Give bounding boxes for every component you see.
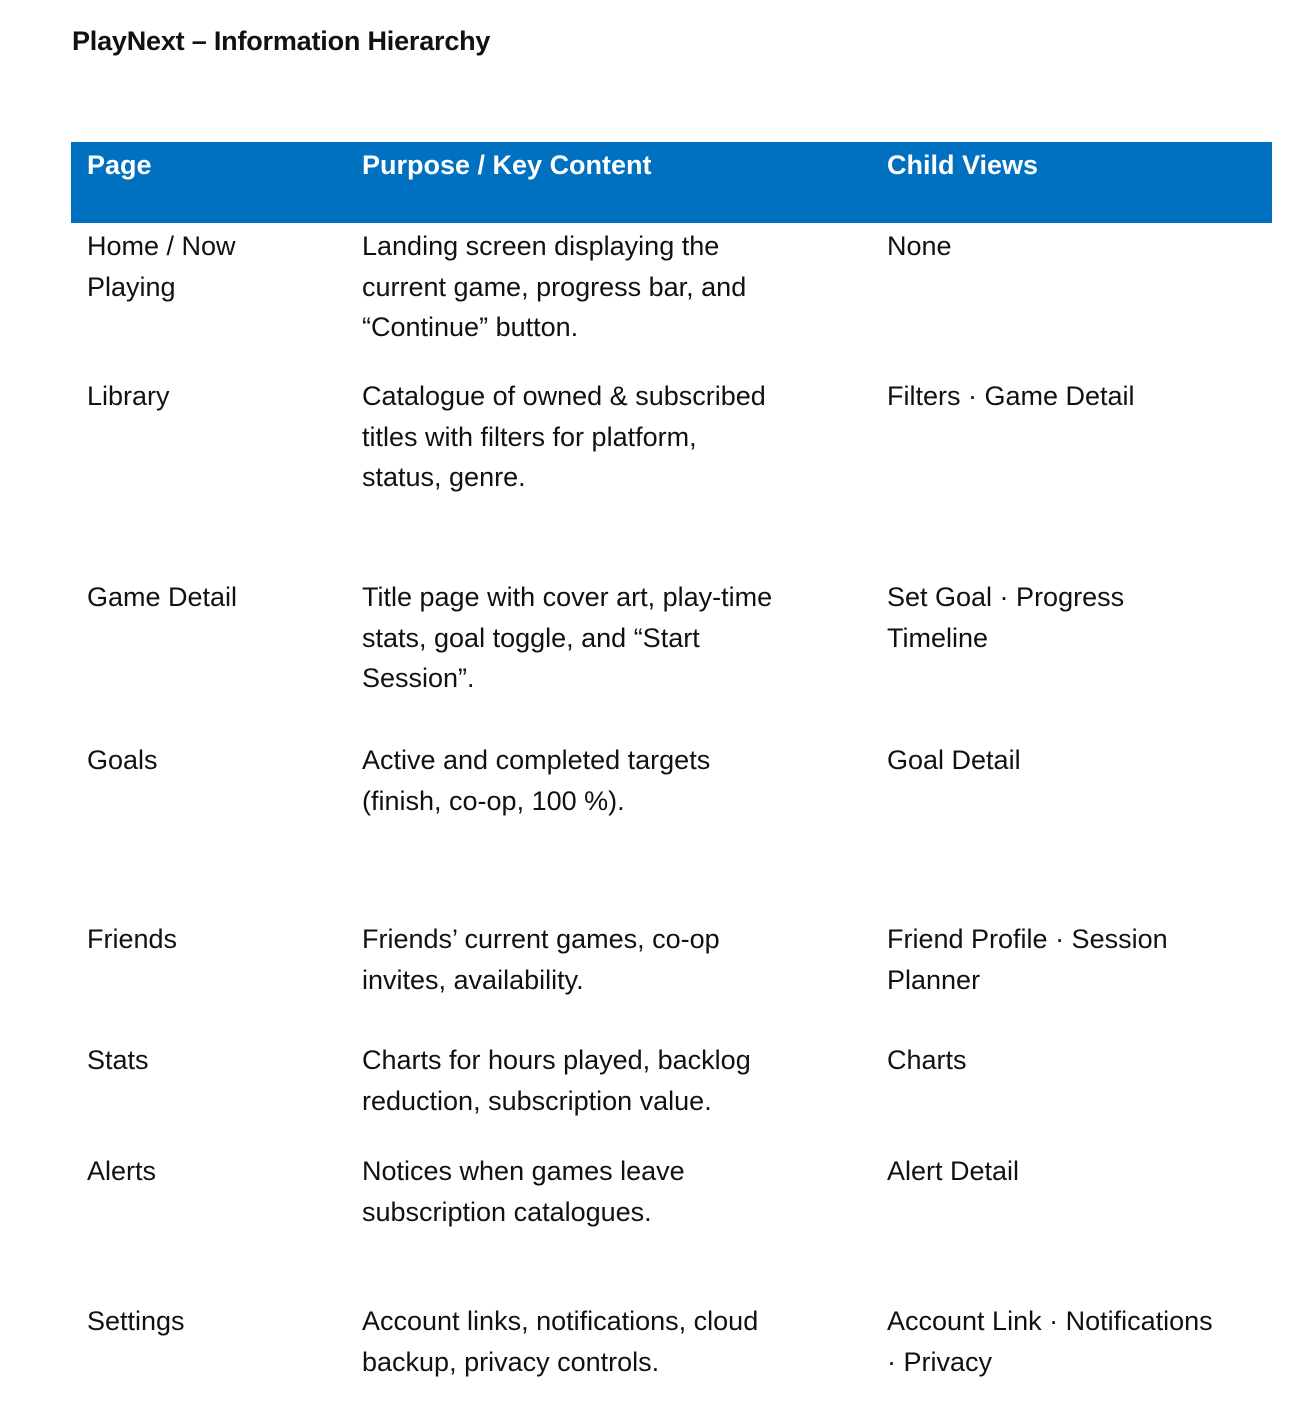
cell-page-line: Library (87, 381, 170, 411)
cell-purpose (362, 577, 852, 699)
cell-purpose (362, 919, 852, 1000)
cell-purpose-line: Landing screen displaying the (362, 231, 720, 261)
cell-purpose-line: Account links, notifications, cloud (362, 1306, 759, 1336)
cell-purpose-line: Title page with cover art, play-time (362, 582, 773, 612)
cell-purpose-line: Friends’ current games, co-op (362, 924, 720, 954)
cell-purpose (362, 740, 852, 821)
cell-page-line: Playing (87, 271, 176, 302)
cell-child-views (887, 577, 1272, 658)
cell-child-views-line: Timeline (887, 622, 989, 653)
cell-child-views (887, 1301, 1272, 1382)
cell-purpose-line: (finish, co-op, 100 %). (362, 785, 625, 816)
cell-page-line: Stats (87, 1045, 149, 1075)
cell-purpose-line: status, genre. (362, 462, 526, 493)
cell-page (87, 740, 342, 781)
cell-child-views-line: None (887, 231, 952, 261)
cell-page (87, 1151, 342, 1192)
cell-page (87, 1040, 342, 1081)
cell-child-views-line: Friend Profile · Session (887, 924, 1168, 954)
cell-child-views-line: Alert Detail (887, 1156, 1020, 1186)
cell-child-views (887, 919, 1272, 1000)
cell-page (87, 226, 342, 307)
cell-child-views (887, 740, 1272, 781)
cell-child-views-line: Account Link · Notifications (887, 1306, 1213, 1336)
cell-child-views-line: Charts (887, 1045, 967, 1075)
cell-purpose-line: backup, privacy controls. (362, 1346, 660, 1377)
cell-child-views (887, 1151, 1272, 1192)
cell-page (87, 577, 342, 618)
cell-purpose-line: Notices when games leave (362, 1156, 685, 1186)
cell-child-views-line: Set Goal · Progress (887, 582, 1125, 612)
cell-child-views-line: · Privacy (887, 1346, 993, 1377)
cell-child-views-line: Planner (887, 964, 981, 995)
hierarchy-table (71, 142, 1272, 1377)
cell-child-views-line: Filters · Game Detail (887, 381, 1135, 411)
cell-page-line: Friends (87, 924, 178, 954)
cell-purpose (362, 376, 852, 498)
cell-page (87, 1301, 342, 1342)
cell-purpose-line: “Continue” button. (362, 312, 579, 343)
cell-page-line: Alerts (87, 1156, 157, 1186)
cell-page-line: Home / Now (87, 231, 236, 261)
cell-purpose (362, 1040, 852, 1121)
cell-purpose (362, 226, 852, 348)
cell-purpose-line: reduction, subscription value. (362, 1085, 712, 1116)
cell-purpose-line: subscription catalogues. (362, 1196, 652, 1227)
cell-purpose-line: stats, goal toggle, and “Start (362, 622, 700, 653)
header-child-views: Child Views (887, 150, 1039, 180)
cell-purpose-line: current game, progress bar, and (362, 271, 747, 302)
header-purpose: Purpose / Key Content (362, 150, 652, 180)
cell-page (87, 376, 342, 417)
cell-page-line: Goals (87, 745, 158, 775)
cell-purpose-line: titles with filters for platform, (362, 421, 697, 452)
document-title: PlayNext – Information Hierarchy (72, 26, 491, 56)
cell-purpose-line: invites, availability. (362, 964, 584, 995)
cell-child-views-line: Goal Detail (887, 745, 1021, 775)
cell-purpose (362, 1151, 852, 1232)
cell-purpose-line: Charts for hours played, backlog (362, 1045, 751, 1075)
cell-page-line: Settings (87, 1306, 185, 1336)
cell-purpose (362, 1301, 852, 1382)
cell-child-views (887, 376, 1272, 417)
cell-child-views (887, 1040, 1272, 1081)
cell-page-line: Game Detail (87, 582, 238, 612)
cell-purpose-line: Catalogue of owned & subscribed (362, 381, 766, 411)
cell-purpose-line: Active and completed targets (362, 745, 711, 775)
cell-purpose-line: Session”. (362, 663, 475, 694)
cell-child-views (887, 226, 1272, 267)
table-header (71, 142, 1272, 223)
cell-page (87, 919, 342, 960)
header-page: Page (87, 150, 152, 180)
